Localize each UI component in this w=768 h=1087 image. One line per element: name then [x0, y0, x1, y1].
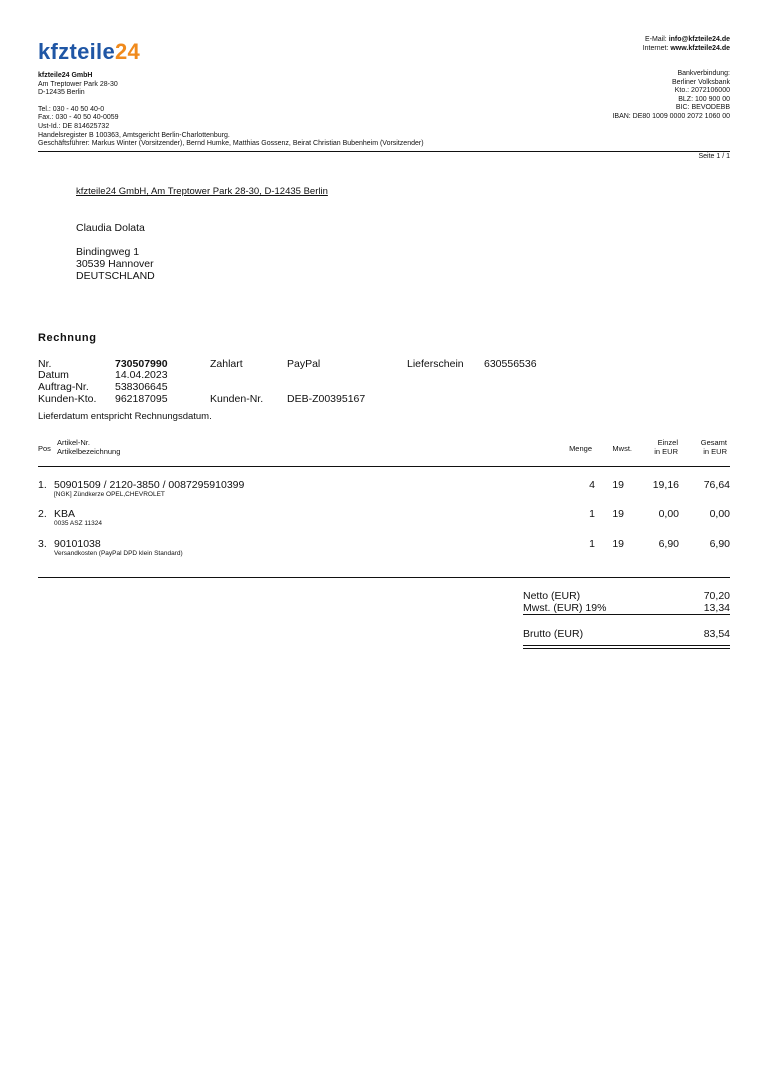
th-artikel-bez: Artikelbezeichnung	[57, 447, 121, 456]
bank-bic: BIC: BEVODEBB	[675, 104, 730, 111]
internet-label: Internet:	[642, 44, 669, 52]
row-menge: 1	[589, 538, 595, 550]
row-mwst: 19	[612, 508, 624, 520]
auftrag-value: 538306645	[115, 381, 168, 393]
kundenkto-label: Kunden-Kto.	[38, 393, 97, 405]
mwst-label: Mwst. (EUR) 19%	[523, 602, 607, 614]
company-fax: Fax.: 030 - 40 50 40-0059	[38, 114, 119, 121]
row-gesamt: 0,00	[709, 508, 730, 520]
row-menge: 1	[589, 508, 595, 520]
brutto-value: 83,54	[703, 628, 730, 640]
datum-label: Datum	[38, 369, 69, 381]
recipient-country: DEUTSCHLAND	[76, 270, 155, 282]
email-link[interactable]: info@kfzteile24.de	[668, 36, 730, 43]
lieferdatum-note: Lieferdatum entspricht Rechnungsdatum.	[38, 411, 212, 422]
company-city: D-12435 Berlin	[38, 89, 85, 96]
row-einzel: 6,90	[658, 538, 679, 550]
row-description: 0035 ASZ 11324	[54, 520, 102, 527]
kundennr-value: DEB-Z00395167	[287, 393, 366, 405]
contact-info	[643, 36, 730, 53]
bank-title: Bankverbindung:	[677, 70, 730, 77]
th-menge: Menge	[569, 444, 592, 453]
registration-info	[38, 123, 424, 149]
brutto-underline-2	[523, 648, 730, 649]
internet-link[interactable]: www.kfzteile24.de	[670, 44, 730, 52]
th-artikel-nr: Artikel-Nr.	[57, 438, 90, 447]
netto-label: Netto (EUR)	[523, 590, 581, 602]
logo-text-part1: kfzteile	[38, 39, 115, 64]
header-divider	[38, 151, 730, 152]
row-mwst: 19	[612, 538, 624, 550]
geschaeftsfuehrer: Geschäftsführer: Markus Winter (Vorsitzender), Bernd Humke, Matthias Gossenz, Beirat Christian Bubenheim (Vorsitzender)	[38, 140, 424, 147]
th-einzel: Einzel	[657, 438, 678, 447]
row-description: Versandkosten (PayPal DPD klein Standard)	[54, 550, 183, 557]
table-header-divider	[38, 466, 730, 467]
auftrag-label: Auftrag-Nr.	[38, 381, 89, 393]
row-gesamt: 6,90	[709, 538, 730, 550]
bank-blz: BLZ: 100 900 00	[678, 95, 730, 103]
kundennr-label: Kunden-Nr.	[210, 393, 264, 405]
bank-info	[612, 70, 730, 121]
row-menge: 4	[589, 479, 595, 491]
row-einzel: 19,16	[652, 479, 679, 491]
row-pos: 1.	[38, 479, 47, 491]
kundenkto-value: 962187095	[115, 393, 168, 405]
row-einzel: 0,00	[658, 508, 679, 520]
totals-block	[523, 590, 730, 649]
table-row	[38, 508, 730, 536]
row-pos: 3.	[38, 538, 47, 550]
bank-name: Berliner Volksbank	[672, 78, 730, 86]
th-pos: Pos	[38, 444, 51, 453]
items-table-header	[38, 436, 730, 466]
company-logo	[38, 40, 140, 64]
page-number: Seite 1 / 1	[698, 153, 730, 160]
th-gesamt: Gesamt	[700, 438, 727, 447]
handelsregister: Handelsregister B 100363, Amtsgericht Berlin-Charlottenburg.	[38, 131, 230, 139]
company-name: kfzteile24 GmbH	[38, 72, 93, 79]
row-pos: 2.	[38, 508, 47, 520]
netto-row	[523, 590, 730, 602]
nr-label: Nr.	[38, 358, 52, 370]
brutto-row	[523, 628, 730, 640]
document-title: Rechnung	[38, 332, 97, 344]
lieferschein-label: Lieferschein	[407, 358, 464, 370]
table-bottom-divider	[38, 577, 730, 578]
datum-value: 14.04.2023	[115, 369, 168, 381]
row-artikel-nr: 50901509 / 2120-3850 / 0087295910399	[54, 479, 245, 491]
ust-id: Ust-Id.: DE 814625732	[38, 123, 110, 130]
lieferschein-value: 630556536	[484, 358, 537, 370]
table-row	[38, 479, 730, 507]
th-gesamt-unit: in EUR	[703, 447, 727, 456]
recipient-street: Bindingweg 1	[76, 246, 140, 258]
recipient-name: Claudia Dolata	[76, 222, 145, 234]
recipient-address	[76, 222, 155, 282]
bank-kto: Kto.: 2072106000	[674, 87, 730, 94]
netto-value: 70,20	[703, 590, 730, 602]
mwst-value: 13,34	[703, 602, 730, 614]
company-tel: Tel.: 030 - 40 50 40-0	[38, 105, 105, 113]
company-street: Am Treptower Park 28-30	[38, 80, 118, 88]
row-description: [NGK] Zündkerze OPEL,CHEVROLET	[54, 491, 165, 498]
row-artikel-nr: 90101038	[54, 538, 101, 550]
recipient-city: 30539 Hannover	[76, 258, 154, 270]
row-gesamt: 76,64	[703, 479, 730, 491]
mwst-row	[523, 602, 730, 614]
row-artikel-nr: KBA	[54, 508, 76, 520]
bank-iban: IBAN: DE80 1009 0000 2072 1060 00	[612, 112, 730, 120]
brutto-label: Brutto (EUR)	[523, 628, 584, 640]
sender-line: kfzteile24 GmbH, Am Treptower Park 28-30, D-12435 Berlin	[76, 186, 328, 197]
nr-value: 730507990	[115, 358, 168, 370]
table-row	[38, 538, 730, 566]
logo-text-part2: 24	[114, 39, 141, 64]
email-label: E-Mail:	[644, 36, 667, 43]
zahlart-value: PayPal	[287, 358, 321, 370]
company-address	[38, 72, 119, 123]
th-einzel-unit: in EUR	[654, 447, 678, 456]
th-mwst: Mwst.	[612, 444, 632, 453]
row-mwst: 19	[612, 479, 624, 491]
zahlart-label: Zahlart	[210, 358, 243, 370]
